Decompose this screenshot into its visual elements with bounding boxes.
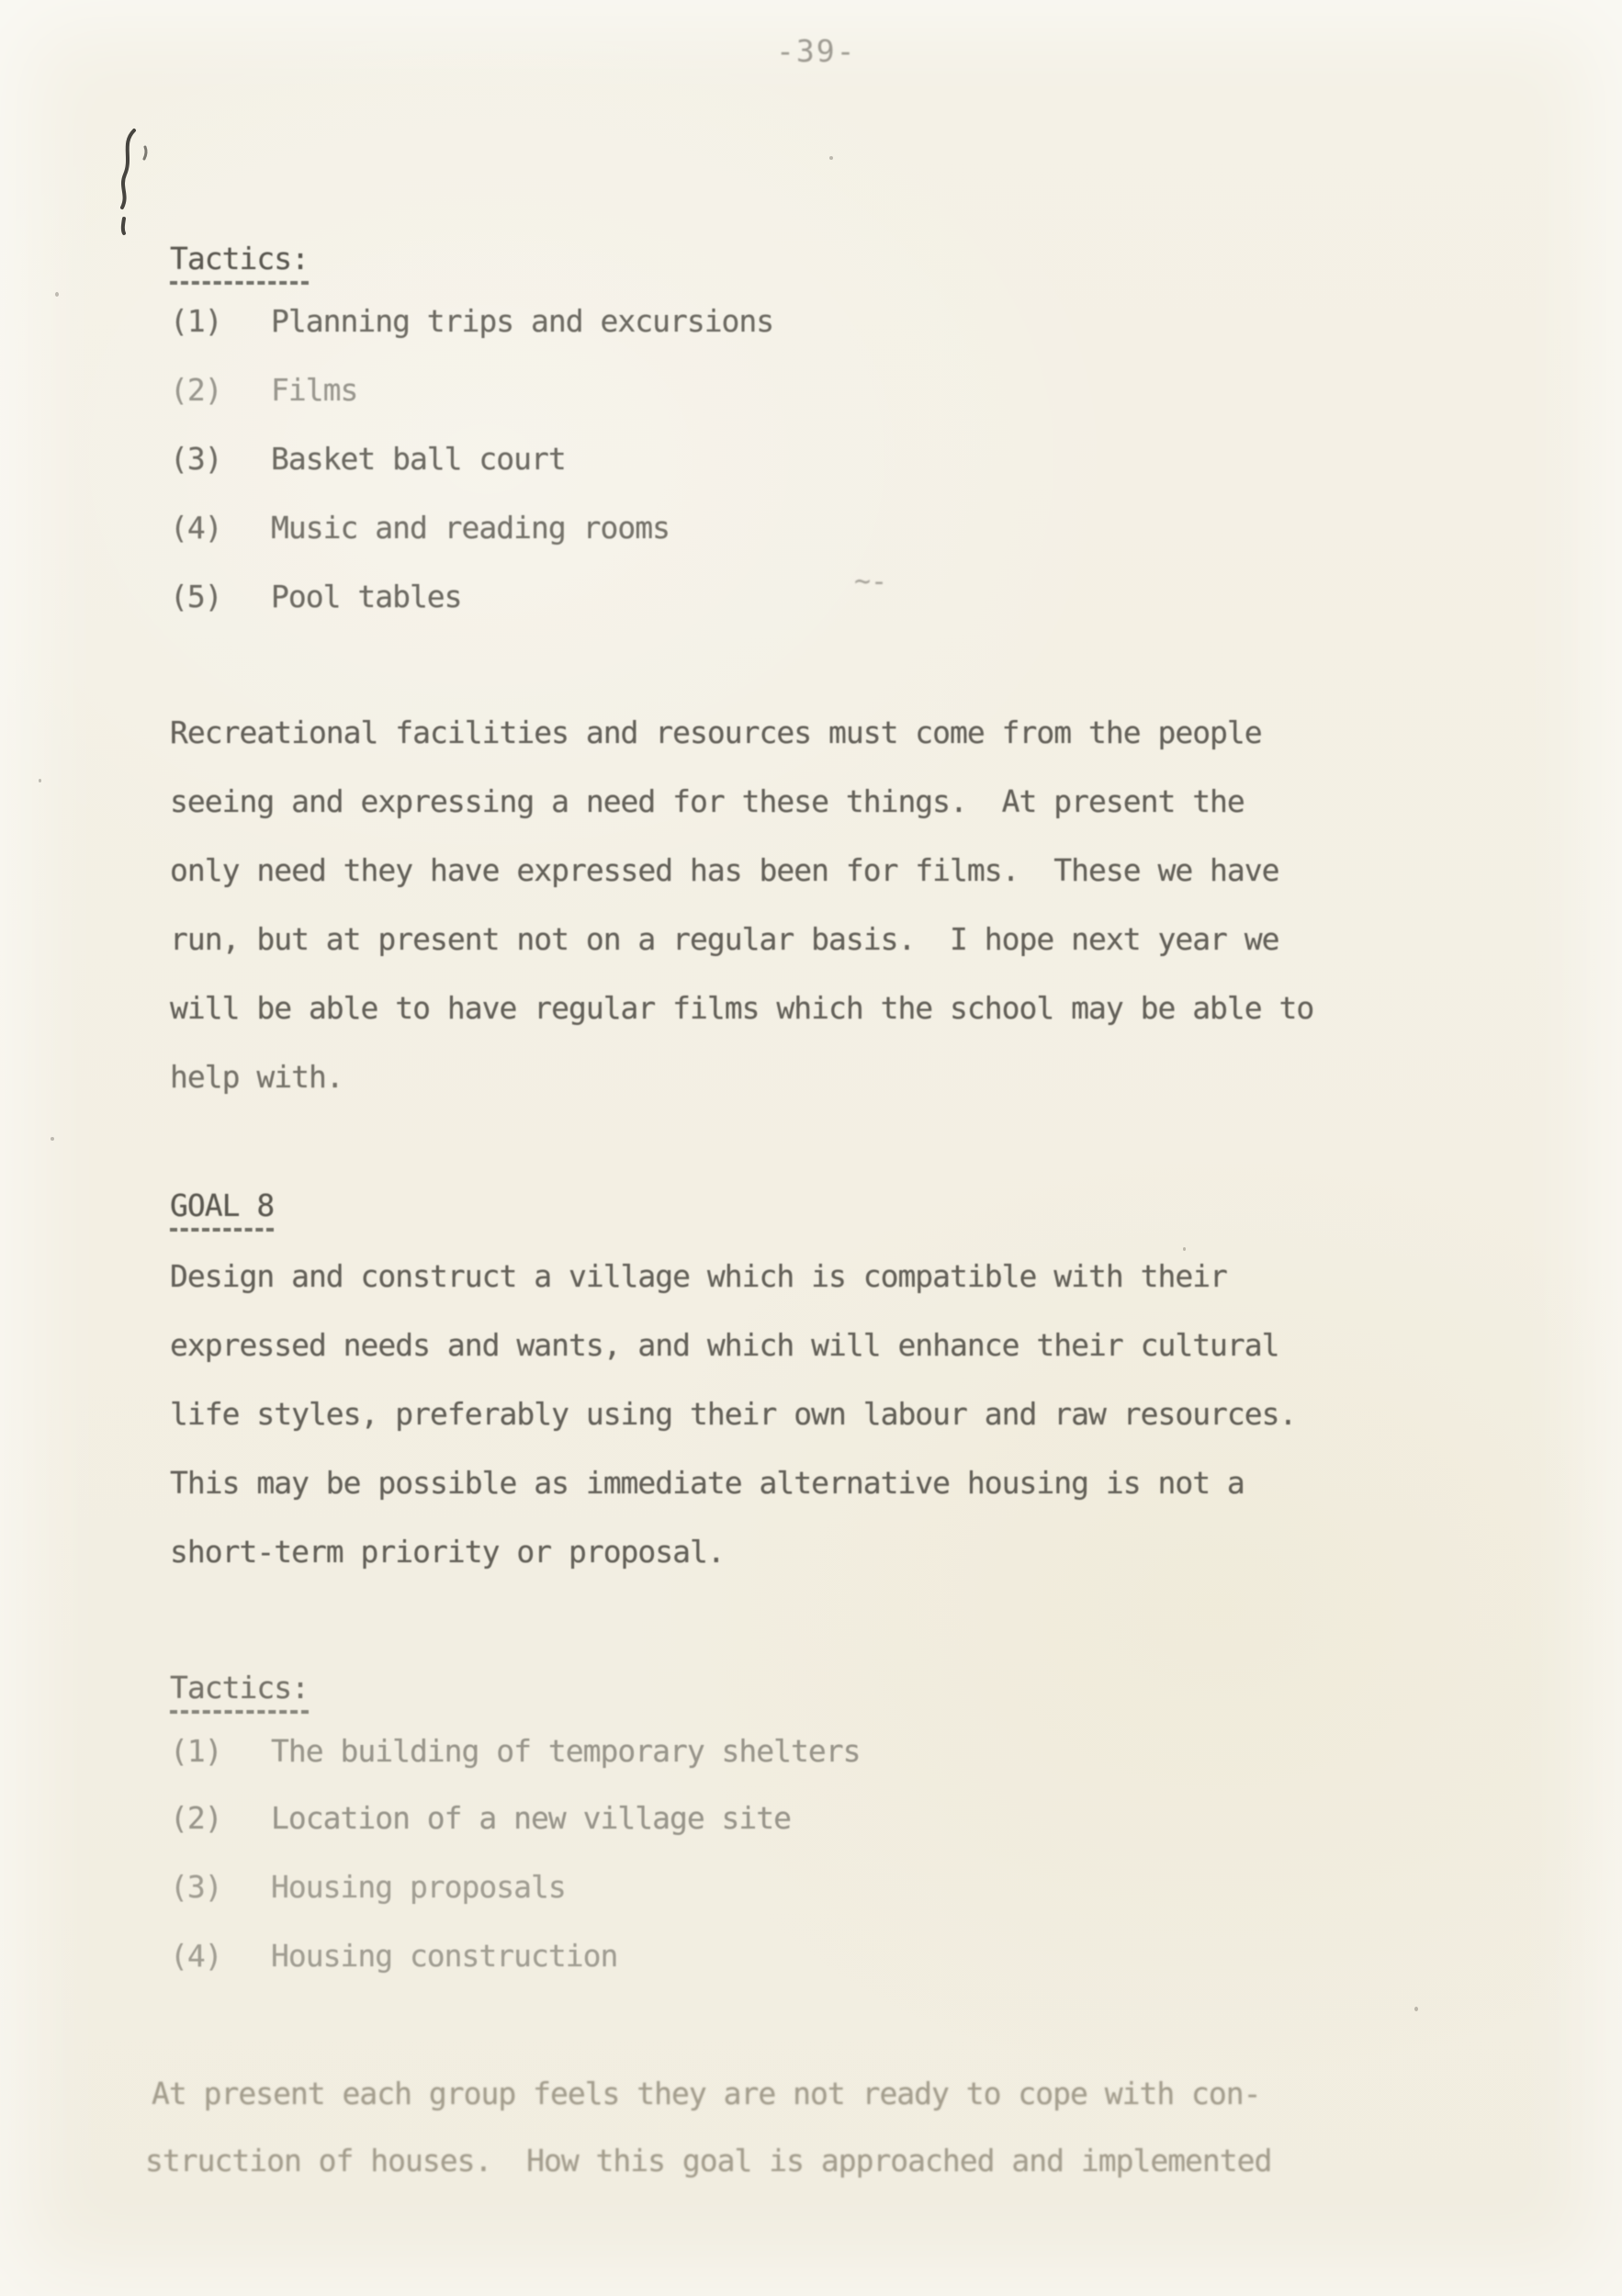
- paragraph-line: seeing and expressing a need for these things. At present the: [170, 783, 1245, 819]
- list-item-text: Housing proposals: [271, 1869, 566, 1905]
- paragraph-line: Recreational facilities and resources must come from the people: [170, 715, 1262, 750]
- section-heading-text: GOAL 8: [170, 1187, 274, 1232]
- list-item-number: (5): [170, 579, 222, 614]
- list-item-text: Location of a new village site: [271, 1800, 792, 1836]
- list-item-number: (1): [170, 303, 222, 339]
- list-item: [170, 1869, 566, 1906]
- list-item-number: (4): [170, 510, 222, 546]
- paragraph-line: expressed needs and wants, and which will enhance their cultural: [170, 1327, 1279, 1363]
- list-item-number: (2): [170, 1800, 222, 1836]
- list-item-text: Basket ball court: [271, 441, 566, 477]
- list-item: [170, 441, 566, 478]
- list-item-number: (1): [170, 1733, 222, 1769]
- list-item: [170, 372, 357, 409]
- list-item-number: (4): [170, 1938, 222, 1974]
- list-item: [170, 1800, 791, 1837]
- stray-pen-mark: ~-: [854, 566, 888, 598]
- list-item-number: (3): [170, 441, 222, 477]
- list-item: [170, 510, 670, 546]
- page-number: -39-: [776, 33, 857, 69]
- paragraph-line: Design and construct a village which is compatible with their: [170, 1258, 1227, 1294]
- section-heading-text: Tactics:: [170, 1670, 309, 1714]
- paragraph-line: life styles, preferably using their own labour and raw resources.: [170, 1396, 1297, 1432]
- paragraph-line: help with.: [170, 1059, 344, 1095]
- paragraph-line: will be able to have regular films which the school may be able to: [170, 990, 1314, 1026]
- list-item-text: The building of temporary shelters: [271, 1733, 861, 1769]
- paragraph-line: run, but at present not on a regular basis. I hope next year we: [170, 921, 1279, 957]
- paragraph-line: short-term priority or proposal.: [170, 1534, 725, 1570]
- list-item: [170, 1733, 861, 1770]
- list-item: [170, 1938, 617, 1975]
- list-item-number: (3): [170, 1869, 222, 1905]
- list-item-text: Housing construction: [271, 1938, 618, 1974]
- list-item: [170, 303, 773, 340]
- paragraph-line: only need they have expressed has been for films. These we have: [170, 852, 1279, 888]
- list-item-number: (2): [170, 372, 222, 408]
- list-item-text: Music and reading rooms: [271, 510, 670, 546]
- list-item: [170, 579, 462, 615]
- paragraph-line-faded: struction of houses. How this goal is approached and implemented: [145, 2143, 1272, 2178]
- section-heading-text: Tactics:: [170, 241, 309, 285]
- list-item-text: Pool tables: [271, 579, 462, 614]
- section-heading-goal-8: [170, 1187, 274, 1224]
- list-item-text: Planning trips and excursions: [271, 303, 774, 339]
- section-heading-tactics-2: [170, 1670, 309, 1706]
- paragraph-line: This may be possible as immediate alternative housing is not a: [170, 1465, 1245, 1501]
- list-item-text: Films: [271, 372, 358, 408]
- section-heading-tactics-1: [170, 241, 309, 277]
- paragraph-line-faded: At present each group feels they are not ready to cope with con-: [152, 2076, 1261, 2111]
